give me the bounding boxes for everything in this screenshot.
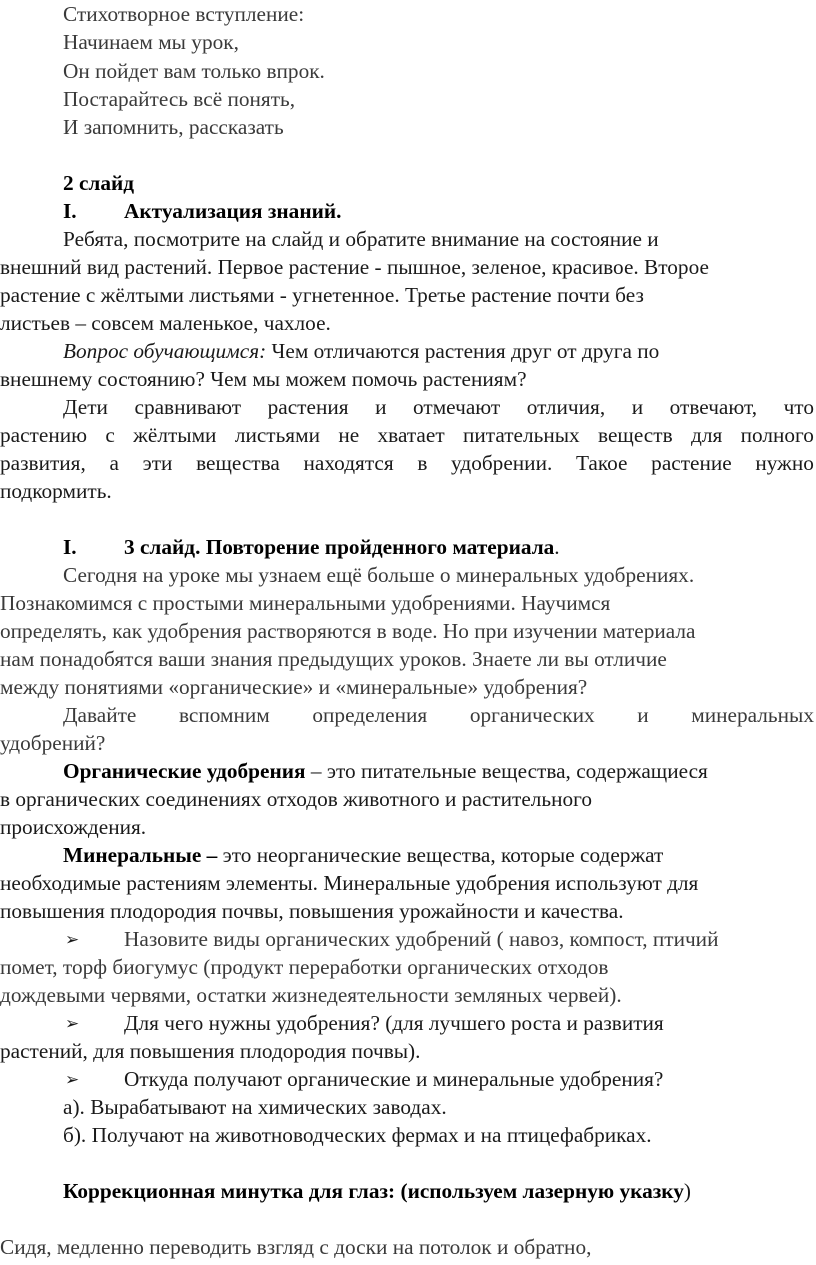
word: в xyxy=(417,451,428,475)
bullet-line: помет, торф биогумус (продукт переработки органических отходов xyxy=(0,955,609,979)
word: питательных xyxy=(462,423,580,447)
justified-line xyxy=(0,422,814,449)
word: органических xyxy=(469,703,595,727)
word: Дети xyxy=(63,395,108,419)
word: отвечают, xyxy=(669,395,758,419)
arrow-bullet-icon: ➢ xyxy=(65,1070,80,1090)
bullet-line: дождевыми червями, остатки жизнедеятельности земляных червей). xyxy=(0,983,622,1007)
word: Такое xyxy=(575,451,628,475)
word: веществ xyxy=(598,423,673,447)
poem-line: Он пойдет вам только впрок. xyxy=(63,59,325,83)
poem-line: Начинаем мы урок, xyxy=(63,30,239,54)
paragraph-line: Ребята, посмотрите на слайд и обратите внимание на состояние и xyxy=(63,227,659,251)
word: отличия, xyxy=(526,395,606,419)
definition-line xyxy=(63,842,663,869)
word: с xyxy=(105,423,115,447)
word: сравнивают xyxy=(134,395,242,419)
correction-line: Сидя, медленно переводить взгляд с доски на потолок и обратно, xyxy=(0,1235,592,1259)
bullet-line: растений, для повышения плодородия почвы). xyxy=(0,1039,421,1063)
term-organic: Органические удобрения xyxy=(63,759,306,783)
correction-title-end: ) xyxy=(683,1179,692,1203)
word: для xyxy=(690,423,723,447)
word: вещества xyxy=(196,451,280,475)
bullet-item: Откуда получают органические и минеральные удобрения? xyxy=(124,1067,664,1091)
section-title-period: . xyxy=(554,535,560,559)
correction-title xyxy=(63,1178,691,1205)
word: Давайте xyxy=(63,703,137,727)
word: нужно xyxy=(755,451,814,475)
arrow-bullet-icon: ➢ xyxy=(65,1014,80,1034)
question-line xyxy=(63,338,659,365)
answer-a: а). Вырабатывают на химических заводах. xyxy=(63,1095,447,1119)
word: минеральных xyxy=(691,703,814,727)
word: растение xyxy=(651,451,732,475)
section-title-text: 3 слайд. Повторение пройденного материала xyxy=(124,535,555,559)
word: растению xyxy=(0,423,88,447)
definition-text: это неорганические вещества, которые содержат xyxy=(217,843,664,867)
correction-title-text: Коррекционная минутка для глаз: (используем лазерную указку xyxy=(63,1179,684,1203)
word: и xyxy=(631,395,644,419)
arrow-bullet-icon: ➢ xyxy=(65,930,80,950)
paragraph-line: растение с жёлтыми листьями - угнетенное. Третье растение почти без xyxy=(0,283,644,307)
paragraph-line: происхождения. xyxy=(0,815,147,839)
word: не xyxy=(338,423,360,447)
word: что xyxy=(783,395,814,419)
paragraph-line: внешний вид растений. Первое растение - пышное, зеленое, красивое. Второе xyxy=(0,255,709,279)
word: листьями xyxy=(234,423,320,447)
bullet-item: Для чего нужны удобрения? (для лучшего роста и развития xyxy=(124,1011,664,1035)
paragraph-line: Сегодня на уроке мы узнаем ещё больше о минеральных удобрениях. xyxy=(63,563,695,587)
word: а xyxy=(109,451,119,475)
paragraph-line: необходимые растениям элементы. Минеральные удобрения используют для xyxy=(0,871,699,895)
paragraph-line: удобрений? xyxy=(0,731,106,755)
paragraph-line: определять, как удобрения растворяются в воде. Но при изучении материала xyxy=(0,619,696,643)
word: хватает xyxy=(377,423,445,447)
paragraph-line: подкормить. xyxy=(0,479,112,503)
paragraph-line: между понятиями «органические» и «минеральные» удобрения? xyxy=(0,675,588,699)
poem-title: Стихотворное вступление: xyxy=(63,2,305,26)
paragraph-line: листьев – совсем маленькое, чахлое. xyxy=(0,311,331,335)
word: вспомним xyxy=(178,703,270,727)
slide-2-label: 2 слайд xyxy=(63,171,135,195)
definition-text: – это питательные вещества, содержащиеся xyxy=(305,759,708,783)
section-title: Актуализация знаний. xyxy=(124,199,342,223)
paragraph-line: внешнему состоянию? Чем мы можем помочь растениям? xyxy=(0,367,527,391)
paragraph-line: Познакомимся с простыми минеральными удобрениями. Научимся xyxy=(0,591,611,615)
justified-line xyxy=(63,394,814,421)
word: жёлтыми xyxy=(133,423,217,447)
word: эти xyxy=(142,451,173,475)
section-number: I. xyxy=(63,535,77,559)
answer-b: б). Получают на животноводческих фермах и на птицефабриках. xyxy=(63,1123,652,1147)
word: полного xyxy=(740,423,814,447)
word: развития, xyxy=(0,451,86,475)
question-text: Чем отличаются растения друг от друга по xyxy=(266,339,660,363)
word: определения xyxy=(312,703,428,727)
paragraph-line: нам понадобятся ваши знания предыдущих уроков. Знаете ли вы отличие xyxy=(0,647,667,671)
term-mineral: Минеральные – xyxy=(63,843,218,867)
word: и xyxy=(375,395,387,419)
section-number: I. xyxy=(63,199,77,223)
definition-line xyxy=(63,758,708,785)
justified-line xyxy=(0,450,814,477)
poem-line: Постарайтесь всё понять, xyxy=(63,87,296,111)
word: растения xyxy=(267,395,349,419)
word: отмечают xyxy=(413,395,501,419)
question-label: Вопрос обучающимся: xyxy=(63,339,267,363)
paragraph-line: в органических соединениях отходов животного и растительного xyxy=(0,787,593,811)
bullet-item: Назовите виды органических удобрений ( навоз, компост, птичий xyxy=(124,927,719,951)
section-title xyxy=(124,534,560,561)
paragraph-line: повышения плодородия почвы, повышения урожайности и качества. xyxy=(0,899,624,923)
justified-line xyxy=(63,702,814,729)
poem-line: И запомнить, рассказать xyxy=(63,115,284,139)
word: и xyxy=(637,703,649,727)
word: удобрении. xyxy=(451,451,553,475)
word: находятся xyxy=(303,451,394,475)
